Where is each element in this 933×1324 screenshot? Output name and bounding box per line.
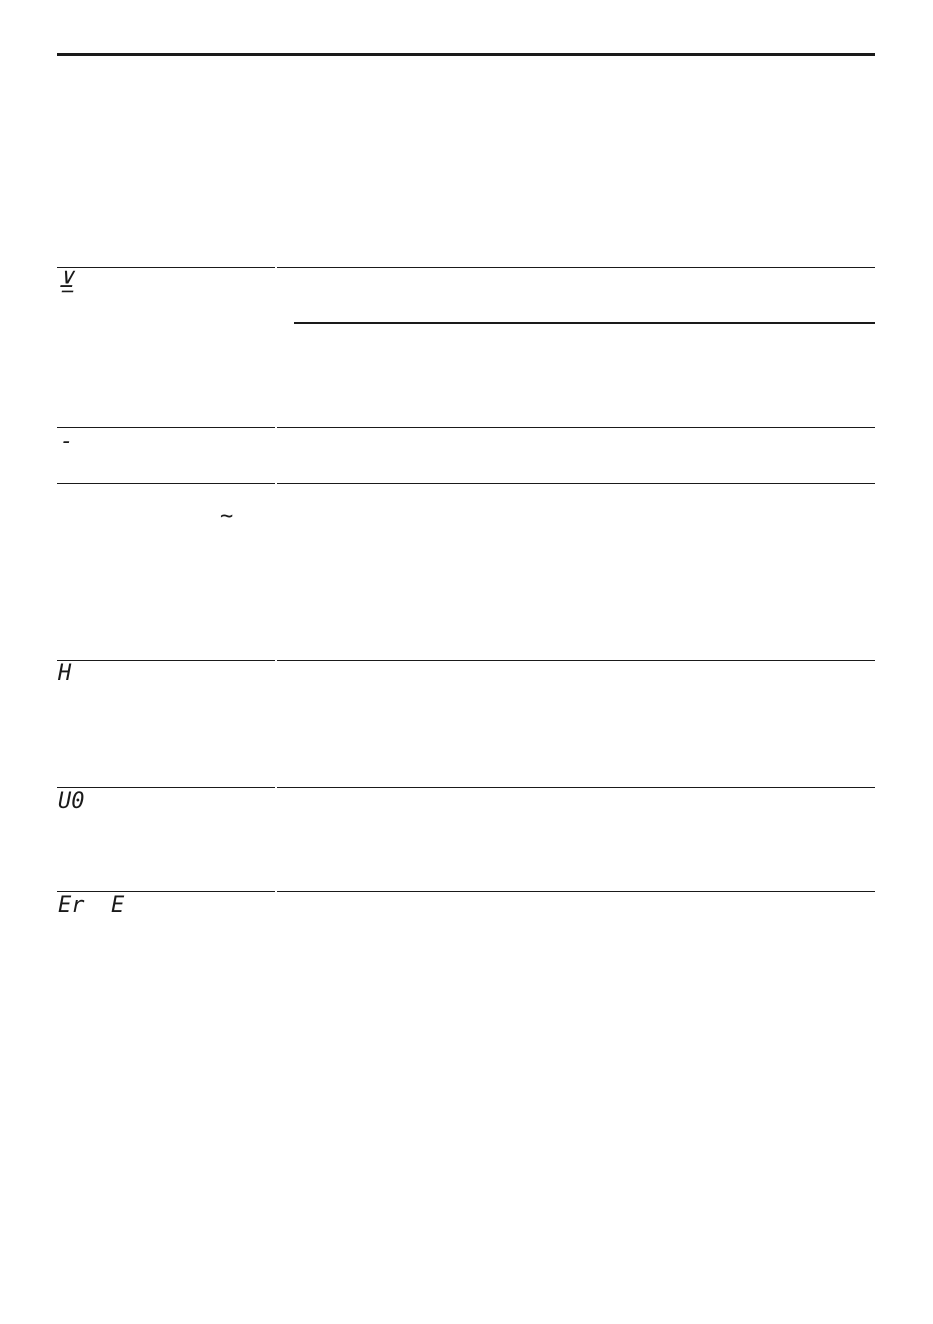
table-row-rule-right — [277, 267, 875, 268]
table-row-rule-left — [57, 660, 275, 661]
table-row-rule-right — [277, 483, 875, 484]
table-row-rule-right — [277, 427, 875, 428]
table-row-rule-right — [277, 891, 875, 892]
table-row-rule-left — [57, 483, 275, 484]
display-code-4: H — [58, 661, 72, 686]
table-row-rule-right — [277, 660, 875, 661]
table-row-rule-left — [57, 787, 275, 788]
table-row-rule-right — [277, 787, 875, 788]
display-code-2: - — [60, 429, 74, 454]
table-row-rule-left — [57, 891, 275, 892]
table-subrow-rule — [294, 322, 875, 324]
page-header-rule — [57, 53, 875, 56]
display-code-6: Er E — [58, 893, 125, 918]
display-code-3: ~ — [220, 504, 234, 529]
table-row-rule-left — [57, 427, 275, 428]
display-code-5: U0 — [58, 789, 85, 814]
display-code-1: ⊻̲ — [58, 268, 75, 293]
table-row-rule-left — [57, 267, 275, 268]
